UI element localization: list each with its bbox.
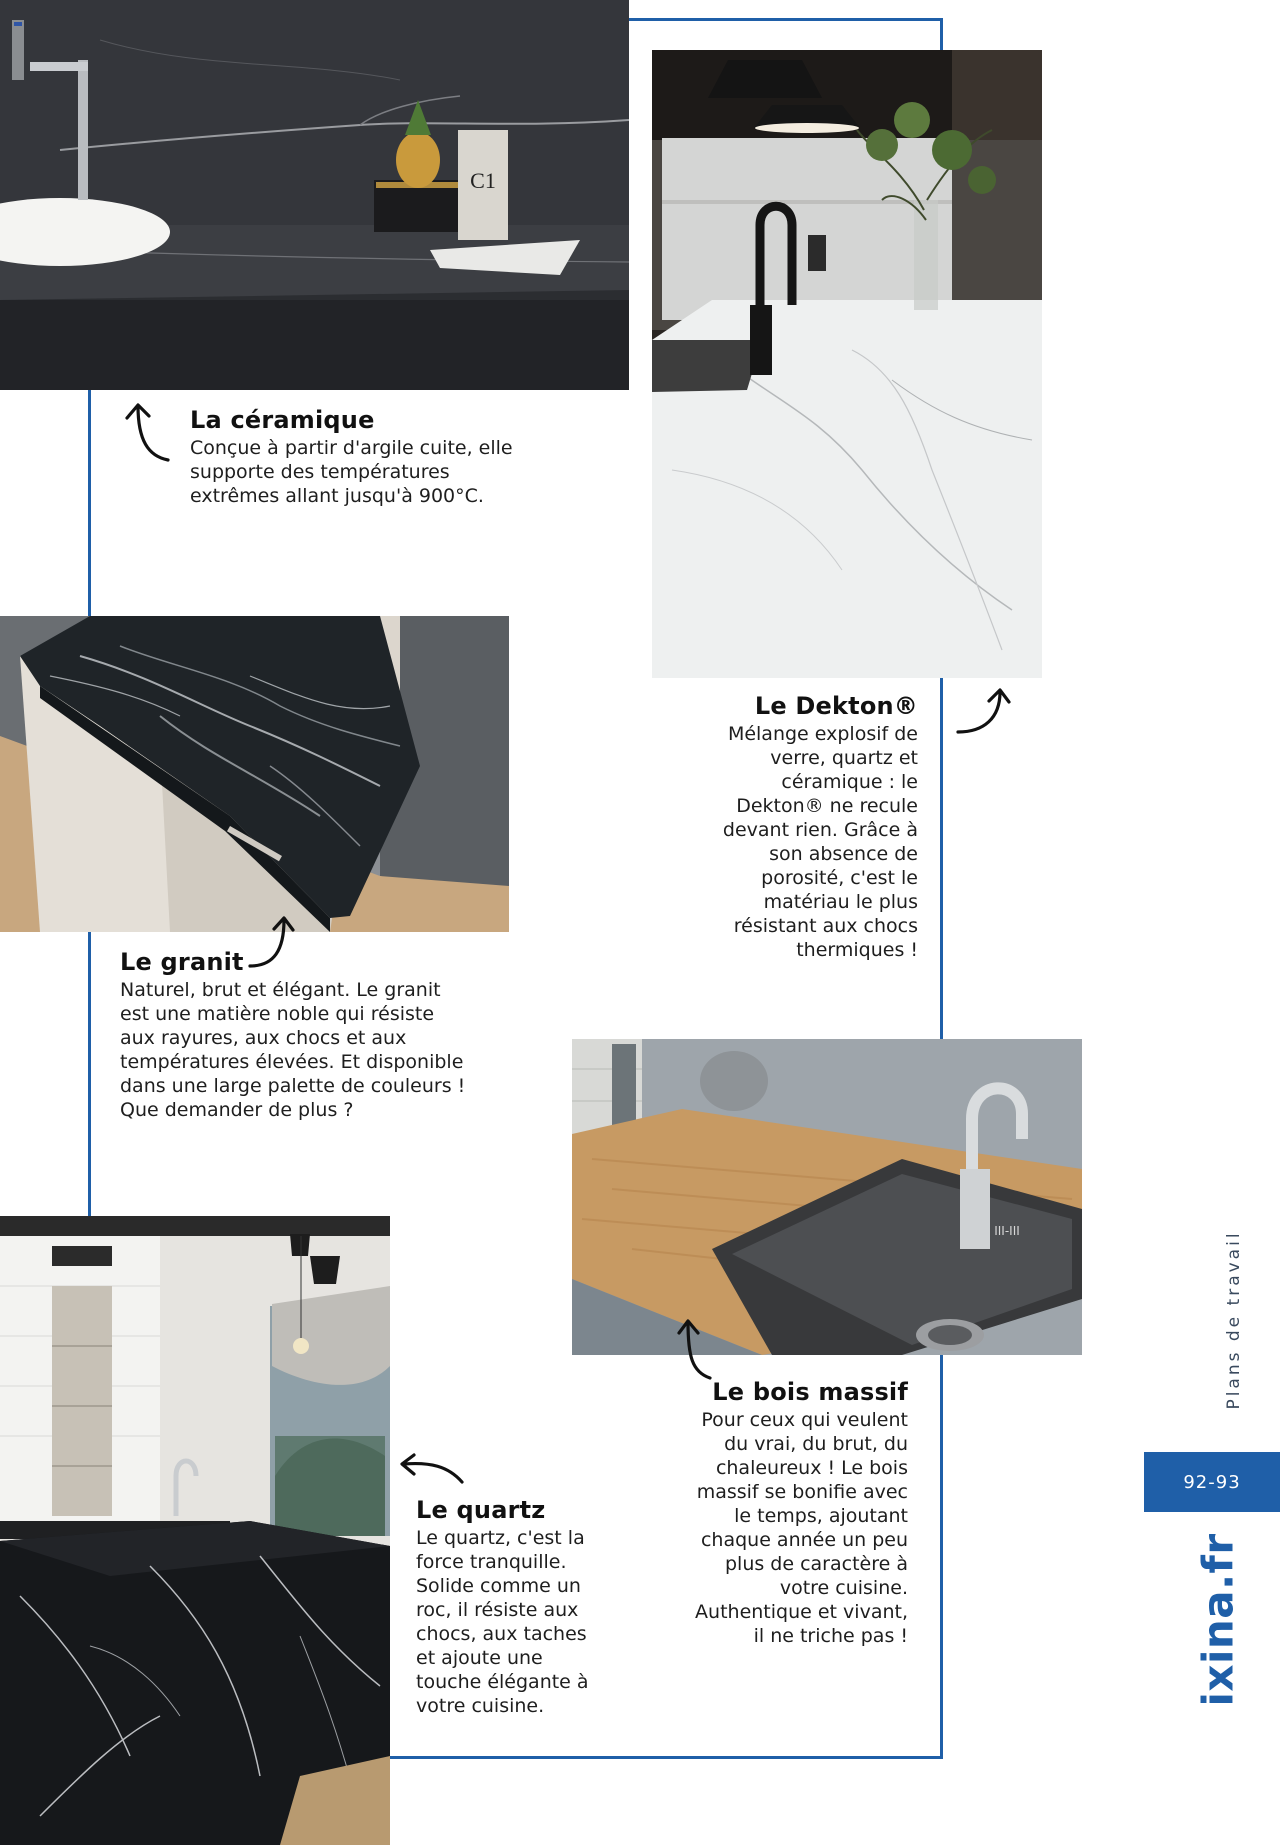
granit-title: Le granit [120,948,244,976]
caption-quartz [416,1496,598,1718]
photo-dekton [652,50,1042,678]
bois-massif-text: Pour ceux qui veulent du vrai, du brut, du chaleureux ! Le bois massif se bonifie avec le temps, ajoutant chaque année un peu plus de caractère à votre cuisine. Authentique et vivant, il ne triche pas ! [695,1409,908,1647]
frame-line-top [628,18,942,21]
page-number-badge: 92-93 [1144,1452,1280,1512]
photo-ceramique [0,0,629,390]
photo-bois-massif [572,1039,1082,1355]
arrow-dekton [956,686,1012,738]
caption-ceramique [190,406,530,508]
section-label-text: Plans de travail [1224,1230,1244,1410]
arrow-bois-massif [676,1316,716,1382]
ixina-logo[interactable] [1188,1533,1248,1707]
granit-text: Naturel, brut et élégant. Le granit est une matière noble qui résiste aux rayures, aux chocs et aux températures élevées. Et disponible dans une large palette de couleurs ! Que demander de plus ? [120,979,466,1121]
bois-massif-title: Le bois massif [712,1378,908,1406]
sink-brand-text: III-III [994,1224,1020,1238]
photo-granit [0,616,509,932]
caption-bois-massif [688,1378,908,1648]
caption-dekton [688,692,918,962]
dekton-title: Le Dekton® [754,692,918,720]
caption-granit [120,948,470,1122]
section-label [1222,1225,1246,1415]
arrow-ceramique [122,400,172,466]
ceramique-title: La céramique [190,406,375,434]
frame-line-bottom [388,1756,943,1759]
quartz-text: Le quartz, c'est la force tranquille. Solide comme un roc, il résiste aux chocs, aux taches et ajoute une touche élégante à votre cuisine. [416,1527,589,1717]
dekton-text: Mélange explosif de verre, quartz et céramique : le Dekton® ne recule devant rien. Grâce à son absence de porosité, c'est le matériau le plus résistant aux chocs thermiques ! [722,723,918,961]
ixina-logo-text: ixina.fr [1193,1533,1243,1707]
ceramique-text: Conçue à partir d'argile cuite, elle supporte des températures extrêmes allant jusqu'à 900°C. [190,437,513,507]
arrow-quartz [398,1452,466,1486]
quartz-title: Le quartz [416,1496,546,1524]
box-label-text: C1 [470,168,496,193]
photo-quartz [0,1216,390,1845]
